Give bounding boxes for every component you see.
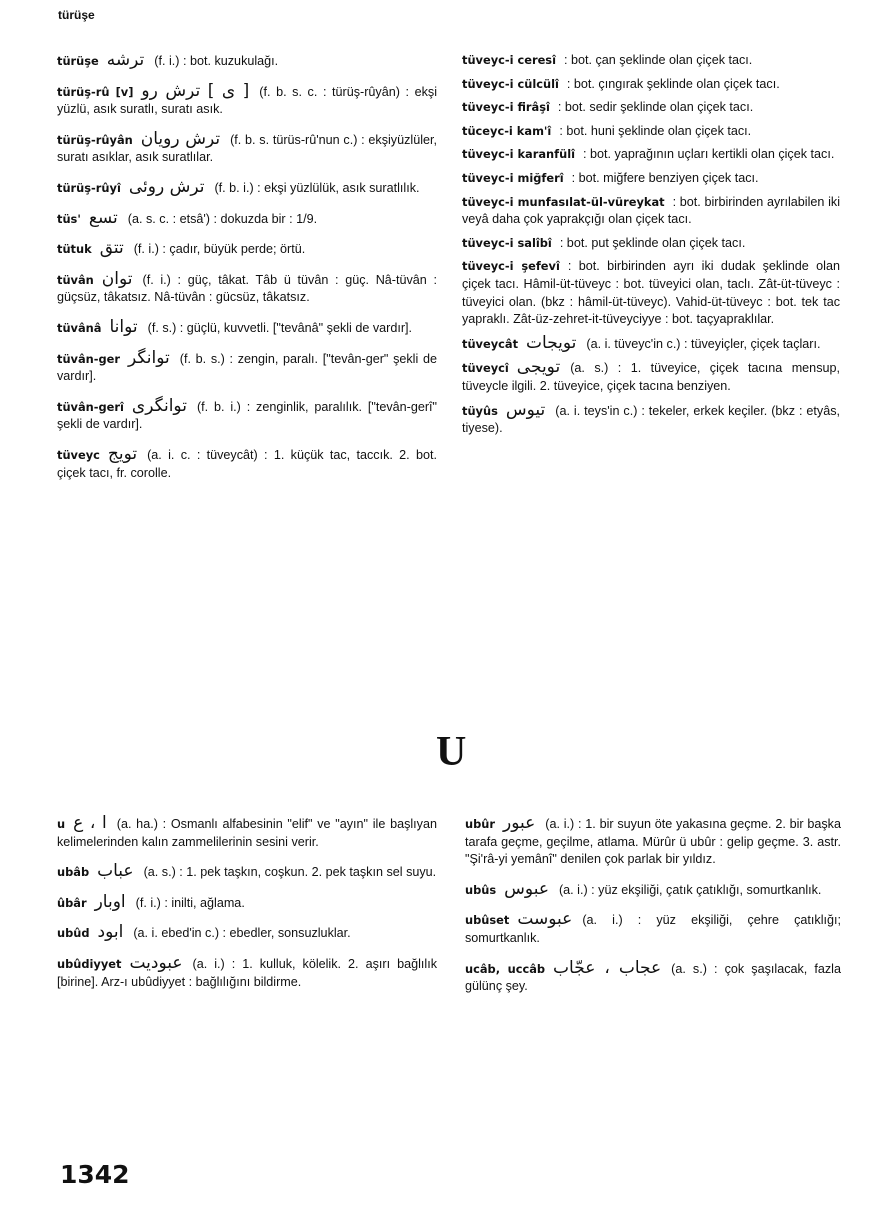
dictionary-entry [57, 924, 437, 943]
dictionary-entry [57, 80, 438, 119]
entry-headword: tüveyc-i ceresî [462, 53, 556, 67]
entry-headword: tüveyc-i miğferî [462, 170, 564, 185]
entry-definition: (f. i.) : güç, tâkat. Tâb ü tüvân : güç. Nâ-tüvân : güçsüz, tâkatsız. Nâ-tüvân : gücsüz, tâkatsız. [57, 272, 437, 305]
entry-headword: tüvân [57, 272, 94, 287]
dictionary-entry [465, 957, 841, 996]
entry-definition: (a. i.) : yüz ekşiliği, çehre çatıklığı; somurtkanlık. [465, 913, 841, 945]
entry-definition: : bot. birbirinden ayrılabilen iki veyâ daha çok yaprakçığı olan çiçek tacı. [462, 194, 840, 227]
entry-headword: tüvân-ger [57, 351, 120, 366]
entry-definition: : bot. sedir şeklinde olan çiçek tacı. [557, 100, 754, 115]
entry-definition: (f. b. i.) : zenginlik, paralılık. ["tevân-gerî" şekli de vardır]. [57, 399, 437, 432]
entry-headword: tüveyc-i karanfülî [462, 147, 576, 162]
dictionary-entry [462, 399, 840, 438]
entry-headword: ubûs [465, 882, 497, 897]
entry-arabic-script: [ ى ] ترش رو [141, 80, 250, 101]
entry-headword: tüs' [57, 211, 81, 226]
entry-definition: (f. i.) : bot. kuzukulağı. [154, 54, 279, 68]
entry-definition: (a. i.) : yüz ekşiliği, çatık çatıklığı, somurtkanlık. [558, 882, 822, 897]
dictionary-entry [462, 146, 840, 164]
dictionary-entry [465, 911, 841, 947]
entry-arabic-script: ترشه [106, 50, 145, 70]
entry-headword: ucâb, uccâb [465, 961, 546, 976]
dictionary-entry [57, 207, 437, 229]
entry-definition: (f. b. i.) : ekşi yüzlülük, asık suratlılık. [214, 180, 420, 195]
page-number: 1342 [60, 1160, 130, 1189]
dictionary-entry [57, 240, 437, 259]
dictionary-entry [57, 395, 437, 434]
entry-definition: : bot. birbirinden ayrı iki dudak şeklinde olan çiçek tacı. Hâmil-üt-tüveyc : bot. tüveyici olan, taclı. Zât-üt-tüveyc : tüveyici olan. (bkz : hâmil-üt-tüveyc). Vahid-üt-tüveyc : bot. tek tac yapraklı. Zât-üz-zehret-it-tüveyciyye : bot. taçyapraklılar. [462, 259, 840, 327]
entry-definition: (a. ha.) : Osmanlı alfabesinin "elif" ve "ayın" ile başlıyan kelimelerinden kalın zammelilerinin sesini verir. [57, 817, 437, 849]
dictionary-entry [462, 76, 840, 94]
entry-arabic-script: توانگر [128, 347, 170, 368]
dictionary-entry [462, 258, 840, 328]
entry-arabic-script: عبوست [517, 909, 573, 930]
entry-headword: ûbâr [57, 895, 87, 910]
entry-definition: (f. b. s.) : zengin, paralı. ["tevân-ger" şekli de vardır]. [57, 351, 437, 384]
entry-headword: ubûr [465, 817, 495, 831]
entry-arabic-script: ا ، ع [73, 813, 107, 833]
dictionary-entry [57, 952, 437, 991]
entry-headword: türüşe [57, 54, 99, 68]
dictionary-entry [57, 128, 437, 167]
entry-definition: : bot. put şeklinde olan çiçek tacı. [559, 235, 746, 250]
entry-headword: ubûset [465, 913, 510, 928]
entry-headword: tüveyc-i munfasılat-ül-vüreykat [462, 194, 665, 209]
dictionary-entry [462, 235, 840, 253]
entry-definition: (a. s. c. : etsâ') : dokuzda bir : 1/9. [127, 211, 318, 226]
entry-definition: (a. s.) : çok şaşılacak, fazla gülünç şey. [465, 961, 841, 994]
entry-arabic-script: ترش رويان [140, 128, 221, 149]
entry-headword: tüveyc-i salîbî [462, 235, 552, 250]
entry-headword: tüveyc-i cülcülî [462, 76, 559, 91]
entry-arabic-script: عبوس [504, 878, 549, 899]
entry-definition: (a. i. tüveyc'in c.) : tüveyiçler, çiçek taçları. [586, 336, 821, 351]
entry-arabic-script: تيوس [505, 399, 546, 420]
dictionary-entry [57, 316, 437, 338]
entry-definition: (a. i.) : 1. kulluk, kölelik. 2. aşırı bağlılık [birine]. Arz-ı ubûdiyyet : bağlılığını bildirme. [57, 956, 437, 989]
entry-definition: (f. b. s. c. : türüş-rûyân) : ekşi yüzlü, asık suratlı, suratı asık. [57, 84, 438, 117]
entry-arabic-script: توانگرى [131, 395, 187, 416]
dictionary-entry [57, 891, 437, 913]
entry-headword: türüş-rûyî [57, 180, 121, 195]
entry-definition: (a. i. teys'in c.) : tekeler, erkek keçiler. (bkz : etyâs, tiyese). [462, 403, 840, 436]
entry-definition: (a. i. c. : tüveycât) : 1. küçük tac, taccık. 2. bot. çiçek tacı, fr. corolle. [57, 447, 437, 480]
dictionary-entry [57, 176, 437, 198]
entry-definition: (a. s.) : 1. tüveyice, çiçek tacına mensup, tüveycle ilgili. 2. tüveyice, çiçek tacına benziyen. [462, 361, 840, 393]
dictionary-entry [462, 99, 840, 117]
dictionary-entry [462, 332, 840, 354]
entry-headword: tüveyc [57, 447, 100, 462]
entry-arabic-script: عباب [97, 861, 134, 882]
dictionary-entry [57, 347, 437, 386]
entry-arabic-script: ترش روئى [128, 176, 205, 197]
dictionary-entry [465, 815, 841, 869]
entry-arabic-script: اوبار [94, 891, 126, 912]
running-head: türüşe [58, 8, 95, 22]
entry-arabic-script: تويج [107, 443, 138, 464]
column-4 [465, 815, 841, 1008]
column-3 [57, 815, 437, 1003]
entry-arabic-script: تويجات [526, 332, 577, 353]
entry-definition: (f. s.) : güçlü, kuvvetli. ["tevânâ" şekli de vardır]. [147, 320, 413, 335]
dictionary-entry [57, 863, 437, 882]
entry-headword: tütuk [57, 242, 92, 257]
entry-definition: (f. i.) : inilti, ağlama. [135, 895, 245, 910]
entry-arabic-script: توان [101, 268, 133, 289]
dictionary-entry [462, 194, 840, 229]
entry-headword: tüveyc-i firâşî [462, 100, 550, 115]
entry-definition: : bot. huni şeklinde olan çiçek tacı. [559, 123, 752, 138]
entry-headword: ubâb [57, 865, 90, 880]
column-2 [462, 52, 840, 444]
dictionary-entry [462, 52, 840, 70]
entry-arabic-script: تويجى [516, 357, 561, 378]
entry-definition: (f. i.) : çadır, büyük perde; örtü. [133, 242, 306, 257]
dictionary-entry [462, 359, 840, 395]
entry-arabic-script: تتق [99, 238, 124, 259]
entry-headword: türüş-rû [v] [57, 84, 134, 99]
entry-headword: ubûdiyyet [57, 956, 122, 971]
dictionary-entry [57, 815, 437, 851]
entry-arabic-script: تسع [88, 207, 118, 228]
column-1 [57, 52, 437, 494]
dictionary-entry [57, 443, 437, 482]
entry-definition: (a. i. ebed'in c.) : ebedler, sonsuzluklar. [133, 926, 351, 941]
dictionary-entry [462, 123, 840, 141]
entry-headword: tüceyc-i kam'î [462, 123, 552, 138]
entry-headword: türüş-rûyân [57, 132, 133, 147]
entry-definition: (f. b. s. türüs-rû'nun c.) : ekşiyüzlüler, suratı asıklar, asık suratlılar. [57, 132, 437, 165]
dictionary-entry [57, 268, 437, 307]
entry-definition: (a. i.) : 1. bir suyun öte yakasına geçme. 2. bir başka tarafa geçme, geçilme, atlama. Mürûr ü ubûr : gelip geçme. 3. astr. "Şi'râ-yi yemânî" denilen çok parlak bir yıldız. [465, 817, 841, 867]
entry-headword: tüveycî [462, 361, 509, 376]
entry-headword: tüyûs [462, 403, 498, 418]
entry-arabic-script: عبوديت [129, 952, 183, 973]
entry-arabic-script: ابود [97, 922, 124, 943]
entry-headword: tüvânâ [57, 320, 102, 335]
entry-headword: tüvân-gerî [57, 399, 124, 414]
section-letter: U [436, 729, 467, 775]
entry-definition: : bot. çıngırak şeklinde olan çiçek tacı. [566, 76, 780, 91]
entry-headword: ubûd [57, 926, 90, 941]
entry-arabic-script: توانا [109, 316, 138, 337]
entry-arabic-script: عبور [503, 813, 536, 833]
entry-headword: tüveycât [462, 336, 519, 351]
entry-definition: (a. s.) : 1. pek taşkın, coşkun. 2. pek taşkın sel suyu. [143, 865, 437, 880]
dictionary-entry [57, 52, 437, 71]
dictionary-entry [465, 878, 841, 900]
entry-headword: u [57, 817, 66, 831]
dictionary-entry [462, 170, 840, 188]
entry-headword: tüveyc-i şefevî [462, 259, 560, 274]
entry-arabic-script: عجاب ، عجّاب [553, 957, 662, 978]
entry-definition: : bot. miğfere benziyen çiçek tacı. [571, 170, 759, 185]
entry-definition: : bot. yaprağının uçları kertikli olan çiçek tacı. [583, 147, 835, 162]
entry-definition: : bot. çan şeklinde olan çiçek tacı. [563, 53, 753, 67]
